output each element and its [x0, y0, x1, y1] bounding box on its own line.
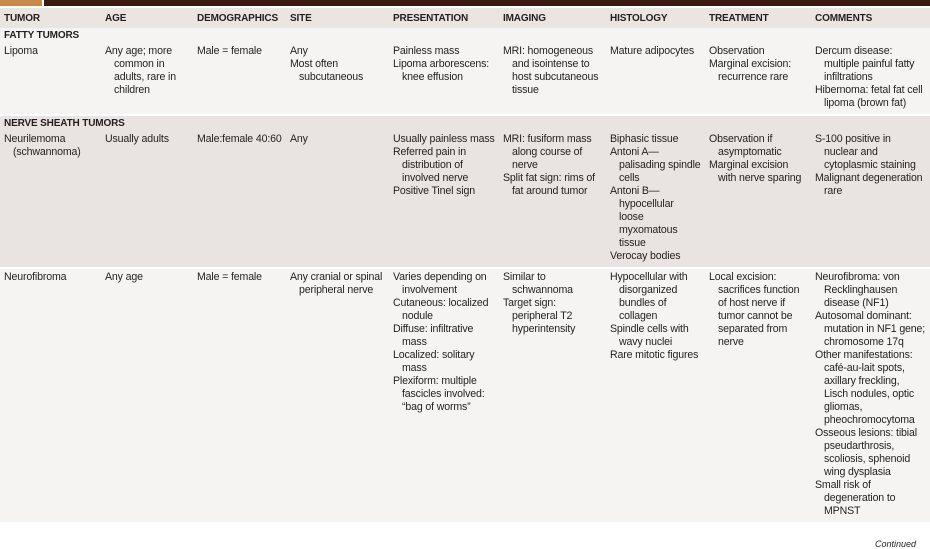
- column-header-comments: COMMENTS: [811, 8, 930, 28]
- cell-treatment: [705, 268, 811, 522]
- table-row: [0, 131, 930, 268]
- cell-item: Any cranial or spinal peripheral nerve: [290, 271, 383, 296]
- cell-site: [286, 43, 389, 115]
- cell-site: [286, 268, 389, 522]
- cell-demographics: [193, 131, 286, 268]
- cell-item: Antoni A—palisading spindle cells: [610, 146, 701, 184]
- cell-demographics: [193, 43, 286, 115]
- cell-item: Observation if asymptomatic: [709, 133, 782, 158]
- cell-item: Male:female 40:60: [197, 133, 282, 145]
- cell-item: Mature adipocytes: [610, 45, 695, 57]
- table-row: [0, 268, 930, 522]
- cell-item: Verocay bodies: [610, 250, 681, 262]
- cell-comments: [811, 43, 930, 115]
- cell-presentation: [389, 131, 499, 268]
- cell-item: MRI: homogeneous and isointense to host subcutaneous tissue: [503, 45, 599, 96]
- cell-item: Hypocellular with disorganized bundles of collagen: [610, 271, 688, 322]
- cell-age: [101, 131, 193, 268]
- cell-item: Cutaneous: localized nodule: [393, 297, 489, 322]
- cell-item: Any: [290, 45, 308, 57]
- cell-item: Hibernoma: fetal fat cell lipoma (brown fat): [815, 84, 923, 109]
- cell-imaging: [499, 268, 606, 522]
- cell-item: Usually painless mass: [393, 133, 495, 145]
- cell-tumor: [0, 43, 101, 115]
- cell-imaging: [499, 43, 606, 115]
- column-header-imaging: IMAGING: [499, 8, 606, 28]
- continued-note: Continued: [874, 539, 916, 549]
- cell-item: Observation: [709, 45, 765, 57]
- cell-histology: [606, 268, 705, 522]
- cell-item: Autosomal dominant: mutation in NF1 gene; chromosome 17q: [815, 310, 926, 348]
- group-header-row: [0, 115, 930, 131]
- cell-item: Male = female: [197, 45, 262, 57]
- cell-item: Diffuse: infiltrative mass: [393, 323, 474, 348]
- cell-item: Lipoma arborescens: knee effusion: [393, 58, 490, 83]
- cell-histology: [606, 131, 705, 268]
- cell-item: Neurofibroma: [4, 271, 67, 283]
- cell-item: Any age; more common in adults, rare in children: [105, 45, 176, 96]
- cell-item: Malignant degeneration rare: [815, 172, 923, 197]
- column-header-histology: HISTOLOGY: [606, 8, 705, 28]
- cell-item: Most often subcutaneous: [290, 58, 364, 83]
- cell-item: Marginal excision with nerve sparing: [709, 159, 802, 184]
- cell-tumor: [0, 131, 101, 268]
- cell-item: Referred pain in distribution of involved nerve: [393, 146, 469, 184]
- cell-age: [101, 43, 193, 115]
- cell-item: Spindle cells with wavy nuclei: [610, 323, 689, 348]
- group-header-row: [0, 28, 930, 43]
- cell-item: Marginal excision: recurrence rare: [709, 58, 792, 83]
- cell-item: Any age: [105, 271, 143, 283]
- cell-item: Other manifestations: café-au-lait spots, axillary freckling, Lisch nodules, optic gliomas, pheochromocytoma: [815, 349, 915, 426]
- cell-item: Rare mitotic figures: [610, 349, 699, 361]
- cell-presentation: [389, 268, 499, 522]
- cell-item: S-100 positive in nuclear and cytoplasmic staining: [815, 133, 916, 171]
- group-title: NERVE SHEATH TUMORS: [0, 115, 930, 131]
- cell-item: Localized: solitary mass: [393, 349, 475, 374]
- top-bar-accent: [0, 0, 42, 6]
- cell-presentation: [389, 43, 499, 115]
- cell-item: MRI: fusiform mass along course of nerve: [503, 133, 592, 171]
- cell-treatment: [705, 131, 811, 268]
- cell-item: Dercum disease: multiple painful fatty infiltrations: [815, 45, 915, 83]
- table-header-row: [0, 8, 930, 28]
- cell-tumor: [0, 268, 101, 522]
- table-row: [0, 43, 930, 115]
- cell-comments: [811, 131, 930, 268]
- cell-item: Male = female: [197, 271, 262, 283]
- cell-item: Positive Tinel sign: [393, 185, 475, 197]
- cell-histology: [606, 43, 705, 115]
- column-header-age: AGE: [101, 8, 193, 28]
- cell-site: [286, 131, 389, 268]
- cell-item: Usually adults: [105, 133, 169, 145]
- group-title: FATTY TUMORS: [0, 28, 930, 43]
- cell-item: Plexiform: multiple fascicles involved: “bag of worms”: [393, 375, 485, 413]
- top-bar: [0, 0, 930, 6]
- cell-item: Painless mass: [393, 45, 460, 57]
- cell-item: Split fat sign: rims of fat around tumor: [503, 172, 595, 197]
- cell-item: Neurilemoma (schwannoma): [4, 133, 81, 158]
- cell-age: [101, 268, 193, 522]
- column-header-site: SITE: [286, 8, 389, 28]
- cell-treatment: [705, 43, 811, 115]
- cell-comments: [811, 268, 930, 522]
- cell-item: Lipoma: [4, 45, 38, 57]
- column-header-demographics: DEMOGRAPHICS: [193, 8, 286, 28]
- cell-imaging: [499, 131, 606, 268]
- cell-item: Small risk of degeneration to MPNST: [815, 479, 896, 517]
- cell-item: Local excision: sacrifices function of host nerve if tumor cannot be separated from nerve: [709, 271, 800, 348]
- tumor-table: [0, 8, 930, 522]
- top-bar-divider: [42, 0, 44, 6]
- column-header-presentation: PRESENTATION: [389, 8, 499, 28]
- cell-item: Osseous lesions: tibial pseudarthrosis, scoliosis, sphenoid wing dysplasia: [815, 427, 917, 478]
- cell-item: Similar to schwannoma: [503, 271, 573, 296]
- cell-item: Antoni B—hypocellular loose myxomatous tissue: [610, 185, 678, 249]
- cell-item: Any: [290, 133, 308, 145]
- column-header-treatment: TREATMENT: [705, 8, 811, 28]
- cell-item: Biphasic tissue: [610, 133, 679, 145]
- cell-item: Varies depending on involvement: [393, 271, 487, 296]
- cell-item: Neurofibroma: von Recklinghausen disease (NF1): [815, 271, 900, 309]
- column-header-tumor: TUMOR: [0, 8, 101, 28]
- cell-demographics: [193, 268, 286, 522]
- cell-item: Target sign: peripheral T2 hyperintensity: [503, 297, 576, 335]
